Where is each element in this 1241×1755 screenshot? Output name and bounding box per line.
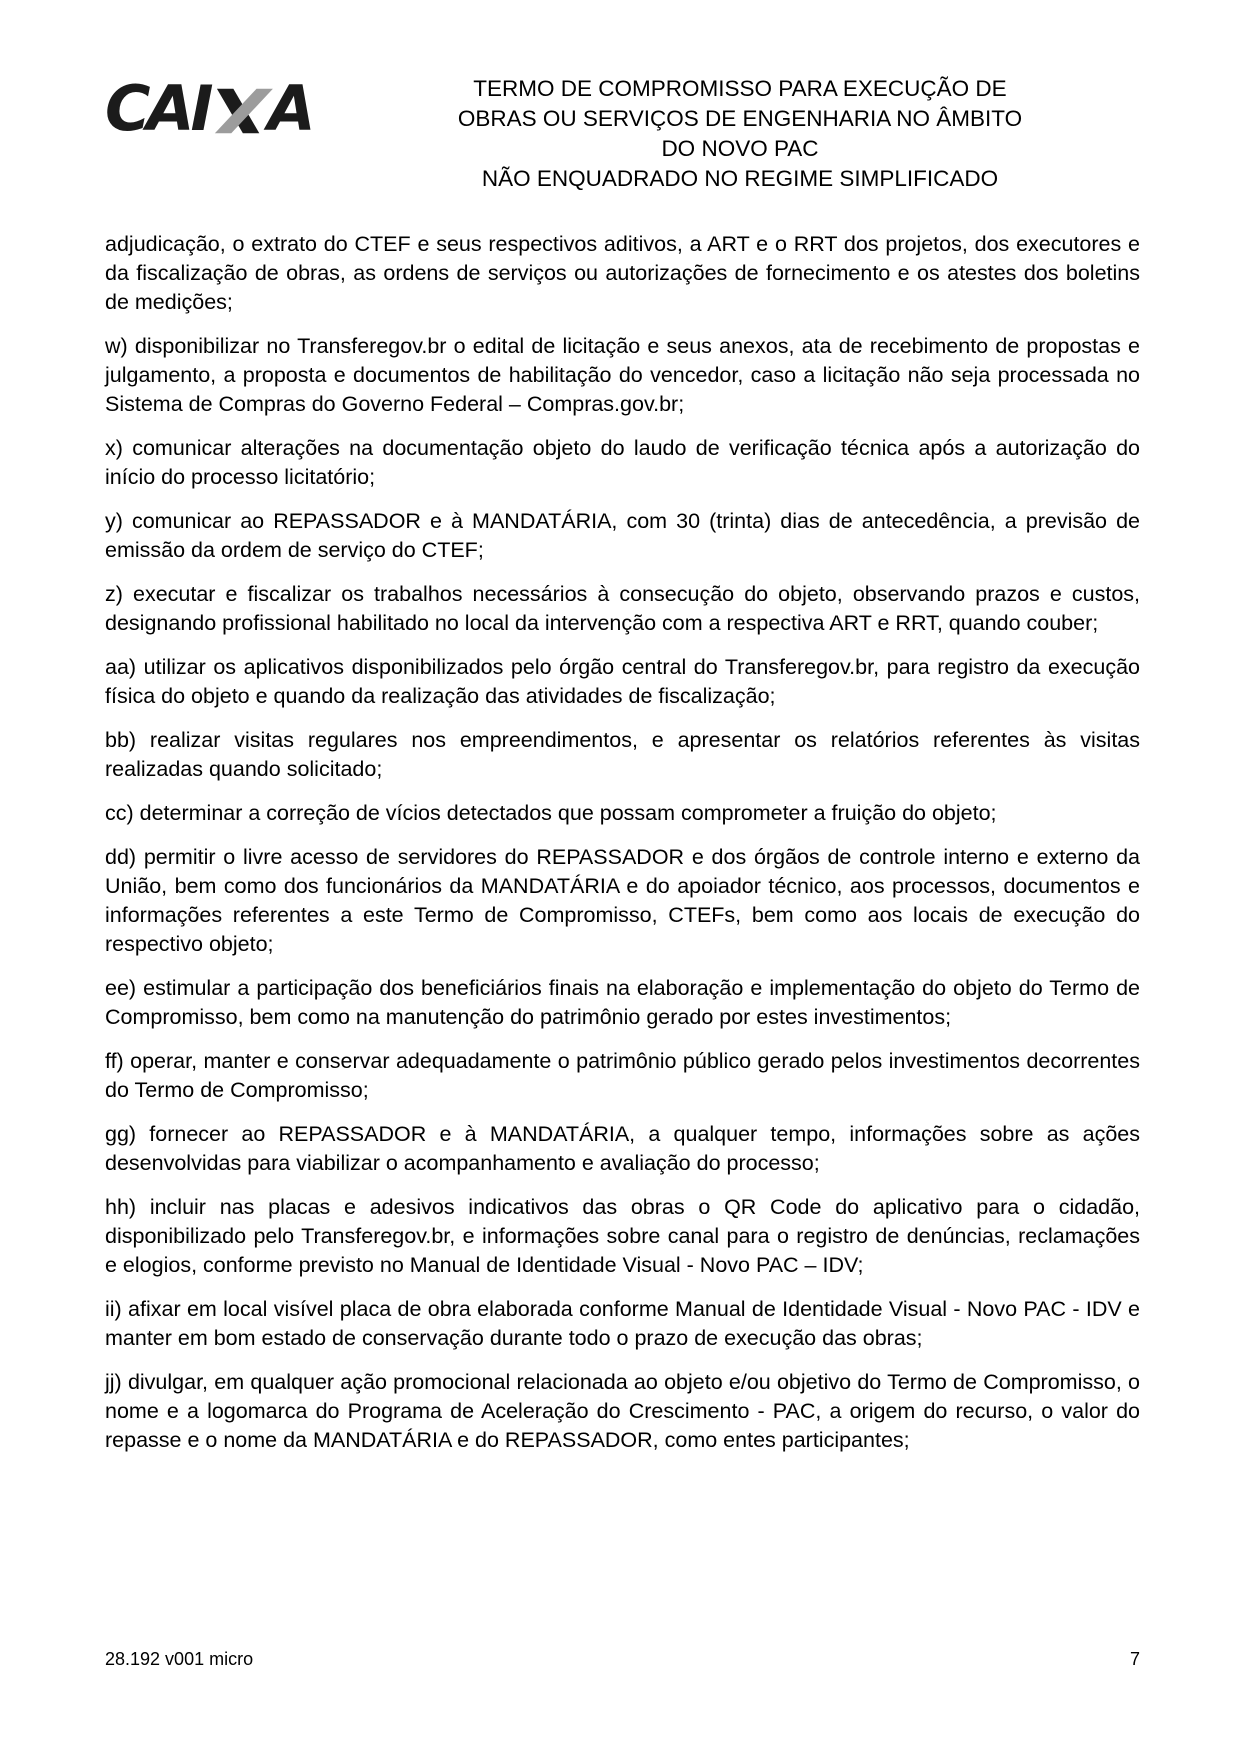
footer-page-number: 7 (1129, 1649, 1140, 1669)
caixa-x-icon (209, 88, 273, 134)
page-header (105, 72, 1140, 194)
paragraph-ff: ff) operar, manter e conservar adequadamente o patrimônio público gerado pelos investimentos decorrentes do Termo de Compromisso; (105, 1049, 1140, 1102)
paragraph-y: y) comunicar ao REPASSADOR e à MANDATÁRIA, com 30 (trinta) dias de antecedência, a previsão de emissão da ordem de serviço do CTEF; (105, 509, 1140, 562)
title-line-4: NÃO ENQUADRADO NO REGIME SIMPLIFICADO (481, 166, 999, 191)
title-line-1: TERMO DE COMPROMISSO PARA EXECUÇÃO DE (473, 76, 1007, 101)
paragraph-continuation: adjudicação, o extrato do CTEF e seus respectivos aditivos, a ART e o RRT dos projetos, dos executores e da fiscalização de obras, as ordens de serviços ou autorizações de fornecimento e os atestes dos boletins de medições; (105, 232, 1140, 314)
paragraph-gg: gg) fornecer ao REPASSADOR e à MANDATÁRIA, a qualquer tempo, informações sobre as ações desenvolvidas para viabilizar o acompanhamento e avaliação do processo; (105, 1122, 1140, 1175)
paragraph-x: x) comunicar alterações na documentação objeto do laudo de verificação técnica após a autorização do início do processo licitatório; (105, 436, 1140, 489)
paragraph-aa: aa) utilizar os aplicativos disponibilizados pelo órgão central do Transferegov.br, para registro da execução física do objeto e quando da realização das atividades de fiscalização; (105, 655, 1140, 708)
caixa-logo-text-left: CAI (105, 72, 210, 145)
document-title (340, 72, 1140, 194)
paragraph-hh: hh) incluir nas placas e adesivos indicativos das obras o QR Code do aplicativo para o cidadão, disponibilizado pelo Transferegov.br, e informações sobre canal para o registro de denúncias, reclamações e elogios, conforme previsto no Manual de Identidade Visual - Novo PAC – IDV; (105, 1195, 1140, 1277)
paragraph-w: w) disponibilizar no Transferegov.br o edital de licitação e seus anexos, ata de recebimento de propostas e julgamento, a proposta e documentos de habilitação do vencedor, caso a licitação não seja processada no Sistema de Compras do Governo Federal – Compras.gov.br; (105, 334, 1140, 416)
footer-doc-code: 28.192 v001 micro (105, 1649, 254, 1669)
title-line-3: DO NOVO PAC (661, 136, 819, 161)
paragraph-dd: dd) permitir o livre acesso de servidores do REPASSADOR e dos órgãos de controle interno e externo da União, bem como dos funcionários da MANDATÁRIA e do apoiador técnico, aos processos, documentos e informações referentes a este Termo de Compromisso, CTEFs, bem como aos locais de execução do respectivo objeto; (105, 845, 1140, 956)
paragraph-ii: ii) afixar em local visível placa de obra elaborada conforme Manual de Identidade Visual - Novo PAC - IDV e manter em bom estado de conservação durante todo o prazo de execução das obras; (105, 1297, 1140, 1350)
paragraph-z: z) executar e fiscalizar os trabalhos necessários à consecução do objeto, observando prazos e custos, designando profissional habilitado no local da intervenção com a respectiva ART e RRT, quando couber; (105, 582, 1140, 635)
title-line-2: OBRAS OU SERVIÇOS DE ENGENHARIA NO ÂMBITO (457, 106, 1023, 131)
paragraph-bb: bb) realizar visitas regulares nos empreendimentos, e apresentar os relatórios referentes às visitas realizadas quando solicitado; (105, 728, 1140, 781)
paragraph-jj: jj) divulgar, em qualquer ação promocional relacionada ao objeto e/ou objetivo do Termo de Compromisso, o nome e a logomarca do Programa de Aceleração do Crescimento - PAC, a origem do recurso, o valor do repasse e o nome da MANDATÁRIA e do REPASSADOR, como entes participantes; (105, 1370, 1140, 1452)
caixa-logo-text-right: A (267, 72, 312, 145)
paragraph-ee: ee) estimular a participação dos beneficiários finais na elaboração e implementação do objeto do Termo de Compromisso, bem como na manutenção do patrimônio gerado por estes investimentos; (105, 976, 1140, 1029)
page-footer (105, 1648, 1140, 1670)
document-body (105, 230, 1140, 1455)
paragraph-cc: cc) determinar a correção de vícios detectados que possam comprometer a fruição do objeto; (105, 801, 997, 825)
caixa-logo (105, 72, 340, 145)
